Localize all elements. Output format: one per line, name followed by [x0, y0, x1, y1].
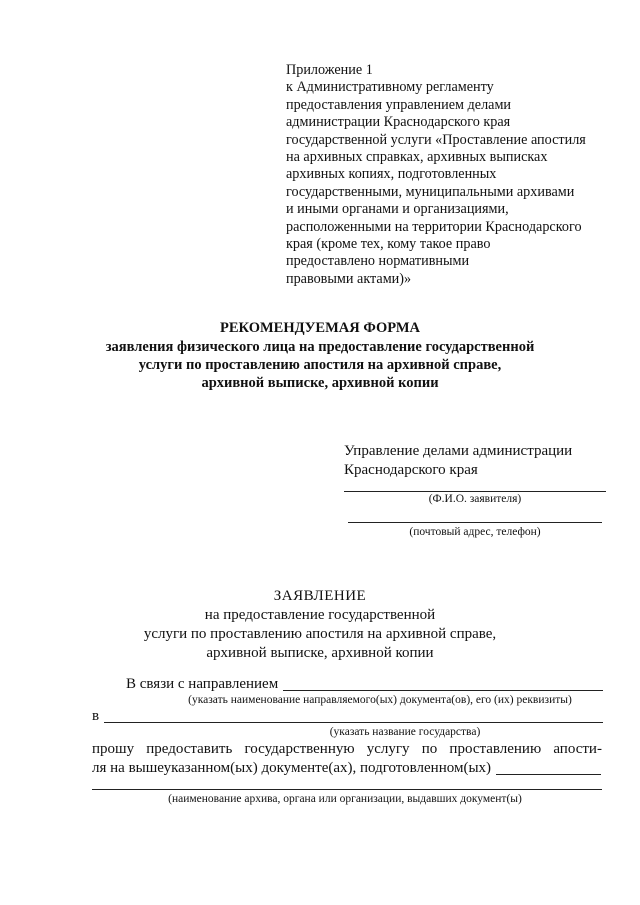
appendix-line: к Административному регламенту	[286, 79, 494, 96]
appendix-line: государственными, муниципальными архивами	[286, 183, 575, 200]
state-caption: (указать название государства)	[329, 726, 481, 738]
request-line-2: ля на вышеуказанном(ых) документе(ах), подготовленном(ых)	[92, 760, 492, 776]
direction-field-line[interactable]	[283, 690, 603, 691]
form-subtitle-line: услуги по проставлению апостиля на архивной справе,	[138, 357, 502, 373]
fio-caption: (Ф.И.О. заявителя)	[428, 493, 522, 505]
request-word: по	[421, 741, 438, 757]
form-subtitle-line: архивной выписке, архивной копии	[201, 375, 439, 391]
archive-field-line[interactable]	[92, 789, 602, 790]
address-field-line[interactable]	[348, 522, 602, 523]
appendix-line: государственной услуги «Проставление апостиля	[286, 131, 586, 148]
appendix-line: архивных копиях, подготовленных	[286, 166, 497, 183]
state-field-line[interactable]	[104, 722, 603, 723]
direction-label: В связи с направлением	[126, 676, 279, 692]
request-word: государственную	[244, 741, 355, 757]
archive-caption: (наименование архива, органа или организации, выдавших документ(ы)	[168, 793, 522, 805]
appendix-line: Приложение 1	[286, 62, 373, 78]
appendix-line: правовыми актами)»	[286, 270, 412, 287]
appendix-line: предоставления управлением делами	[286, 96, 512, 113]
request-line	[92, 740, 602, 759]
request-word: услугу	[366, 741, 410, 757]
request-word: прошу	[92, 741, 135, 757]
direction-caption: (указать наименование направляемого(ых) документа(ов), его (их) реквизиты)	[188, 694, 572, 706]
appendix-block	[286, 62, 626, 288]
form-heading: РЕКОМЕНДУЕМАЯ ФОРМА	[220, 320, 420, 336]
addressee-line: Управление делами администрации	[344, 443, 573, 459]
statement-line: услуги по проставлению апостиля на архивной справе,	[143, 626, 497, 642]
appendix-line: администрации Краснодарского края	[286, 114, 511, 131]
statement-title: ЗАЯВЛЕНИЕ	[273, 588, 367, 604]
appendix-line: и иными органами и организациями,	[286, 201, 509, 218]
request-word: предоставить	[146, 741, 233, 757]
appendix-line: на архивных справках, архивных выписках	[286, 149, 548, 166]
request-word: апости-	[553, 741, 602, 757]
form-subtitle-line: заявления физического лица на предоставление государственной	[105, 339, 535, 355]
statement-line: архивной выписке, архивной копии	[206, 645, 434, 661]
appendix-line: расположенными на территории Краснодарского	[286, 218, 582, 235]
in-label: в	[92, 708, 100, 724]
appendix-line: края (кроме тех, кому такое право	[286, 236, 491, 253]
addressee-line: Краснодарского края	[344, 462, 478, 478]
addressee-block	[344, 442, 624, 480]
request-word: проставлению	[449, 741, 542, 757]
archive-field-line-short[interactable]	[496, 774, 601, 775]
appendix-line: предоставлено нормативными	[286, 253, 470, 270]
address-caption: (почтовый адрес, телефон)	[409, 526, 541, 538]
fio-field-line[interactable]	[344, 491, 606, 492]
statement-line: на предоставление государственной	[204, 607, 436, 623]
